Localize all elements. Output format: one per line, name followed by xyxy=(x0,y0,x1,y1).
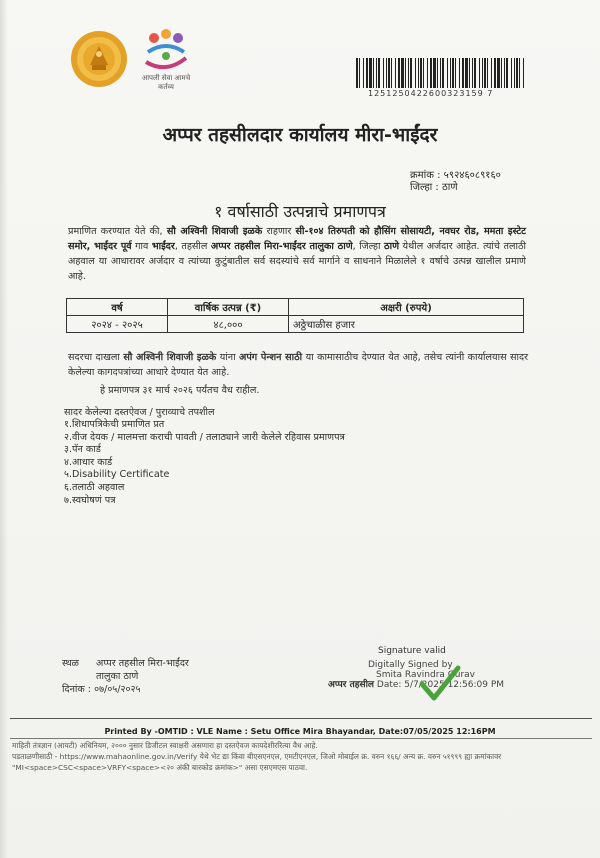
certificate-title: १ वर्षासाठी उत्पन्नाचे प्रमाणपत्र xyxy=(214,202,386,221)
jilha-value: ठाणे xyxy=(441,182,458,193)
validity-text: हे प्रमाणपत्र ३१ मार्च २०२६ पर्यंतच वैध राहील. xyxy=(100,385,260,396)
krmank-value: ५९२४६०८९१६० xyxy=(443,170,501,181)
income-table xyxy=(66,298,524,333)
sthal-value: अप्पर तहसील मिरा-भाईंदर xyxy=(96,658,189,669)
cell-words: अठ्ठेचाळीस हजार xyxy=(289,316,524,333)
body-text: गाव xyxy=(131,241,152,252)
village: भाईंदर xyxy=(151,241,175,252)
applicant-name: सौ अश्विनी शिवाजी इळके xyxy=(123,352,217,363)
signer-office: अप्पर तहसील xyxy=(328,680,375,690)
body-text: या कामासाठीच देण्यात येत आहे, तसेच त्यांनी कार्यालयास सादर केलेल्या कागदपत्रांच्या आधारे देण्यात येत आहे. xyxy=(68,352,528,378)
table-row xyxy=(67,316,524,333)
women-child-development-logo-icon xyxy=(140,28,192,74)
tahsil: अप्पर तहसील मिरा-भाईंदर तालुका ठाणे xyxy=(210,241,353,252)
column-header-income: वार्षिक उत्पन्न (₹) xyxy=(168,299,289,316)
applicant-address: सी-१०४ तिरुपती को हौसिंग सोसायटी, नवघर रोड, ममता इस्टेट समोर, भाईंदर पूर्व xyxy=(68,226,527,252)
body-text: , तहसील xyxy=(174,241,211,252)
body-text: येथील अर्जदार आहेत. त्यांचे तलाठी अहवाल या आधारावर अर्जदार व त्यांच्या कुटुंबातील सर्व सदस्यांचे सर्व मार्गाने व साधनाने मिळालेले १ वर्षाचे उत्पन्न खालील प्रमाणे आहे. xyxy=(68,241,527,282)
maharashtra-govt-seal-icon xyxy=(70,30,128,88)
purpose-paragraph xyxy=(68,350,528,380)
signature-date: Date: 5/7/2025 12:56:09 PM xyxy=(376,680,505,690)
list-item: ४.आधार कार्ड xyxy=(64,456,113,468)
dinank-value: ०७/०५/२०२५ xyxy=(94,684,141,695)
body-text: प्रमाणित करण्यात येते की, xyxy=(68,226,167,237)
krmank-label: क्रमांक : xyxy=(410,170,441,181)
printed-by: Printed By -OMTID : VLE Name : Setu Office Mira Bhayandar, Date:07/05/2025 12:16PM xyxy=(104,727,496,736)
footer-verify-line: पडताळणीसाठी - https://www.mahaonline.gov.in/Verify येथे भेट द्या किंवा बीएसएनएल, एमटीएनएल, जिओ मोबाईल क्र. वरुन १६६/ अन्य क्र. वरुन ५१९९९ ह्या क्रमांकावर xyxy=(12,752,502,761)
certificate-body-paragraph xyxy=(68,224,526,284)
footer-divider xyxy=(10,718,592,719)
body-text: राहणार xyxy=(262,226,296,237)
place-date-block xyxy=(62,657,189,696)
cell-income: ४८,००० xyxy=(168,316,289,333)
digital-signature-block xyxy=(328,660,504,690)
column-header-words: अक्षरी (रुपये) xyxy=(289,299,524,316)
wcd-logo-caption: आपली सेवा आमचे कर्तव्य xyxy=(141,74,191,91)
signer-name: Smita Ravindra Gurav xyxy=(376,670,475,680)
reference-block xyxy=(410,170,501,194)
list-item: १.शिधापत्रिकेची प्रमाणित प्रत xyxy=(64,419,165,430)
table-header-row xyxy=(67,299,524,316)
list-item: २.वीज देयक / मालमत्ता कराची पावती / तलाठ्याने जारी केलेले रहिवास प्रमाणपत्र xyxy=(64,431,345,443)
signed-by: Digitally Signed by xyxy=(368,660,453,670)
dinank-label: दिनांक : xyxy=(62,684,92,695)
documents-list xyxy=(64,419,345,507)
body-text: सदरचा दाखला xyxy=(68,352,124,363)
applicant-name: सौ अश्विनी शिवाजी इळके xyxy=(166,226,263,237)
sthal-label: स्थळ xyxy=(62,658,79,669)
list-item: ७.स्वघोषणं पत्र xyxy=(64,494,116,506)
district: ठाणे xyxy=(384,241,400,252)
cell-year: २०२४ - २०२५ xyxy=(67,316,168,333)
column-header-year: वर्ष xyxy=(67,299,168,316)
list-item: ५.Disability Certificate xyxy=(64,469,170,481)
purpose-text: अपंग पेन्शन साठी xyxy=(239,352,303,363)
footer-sms-line: "MI<space>CSC<space>VRFY<space><२० अंकी बारकोड क्रमांक>" असा एसएमएस पाठवा. xyxy=(12,763,308,772)
footer-divider xyxy=(10,738,592,739)
sthal-value-2: तालुका ठाणे xyxy=(96,671,139,682)
documents-heading: सादर केलेल्या दस्तऐवज / पुराव्याचे तपशील xyxy=(64,407,215,418)
jilha-label: जिल्हा : xyxy=(410,182,439,193)
list-item: ३.पॅन कार्ड xyxy=(64,444,101,456)
signature-valid-label: Signature valid xyxy=(378,646,446,656)
footer-legal-line: माहिती तंत्रज्ञान (आयटी) अधिनियम, २००० नुसार डिजीटल स्वाक्षरी असणारा हा दस्तऐवज कायदेशीररित्या वैध आहे. xyxy=(12,741,318,750)
women-child-development-logo xyxy=(140,28,192,102)
barcode-icon xyxy=(356,58,526,88)
office-title: अप्पर तहसीलदार कार्यालय मीरा-भाईंदर xyxy=(162,124,438,146)
body-text: यांना xyxy=(216,352,239,363)
list-item: ६.तलाठी अहवाल xyxy=(64,481,125,493)
barcode-number: 1251250422600323159 7 xyxy=(368,89,494,98)
body-text: , जिल्हा xyxy=(352,241,385,252)
green-checkmark-icon xyxy=(418,664,462,704)
